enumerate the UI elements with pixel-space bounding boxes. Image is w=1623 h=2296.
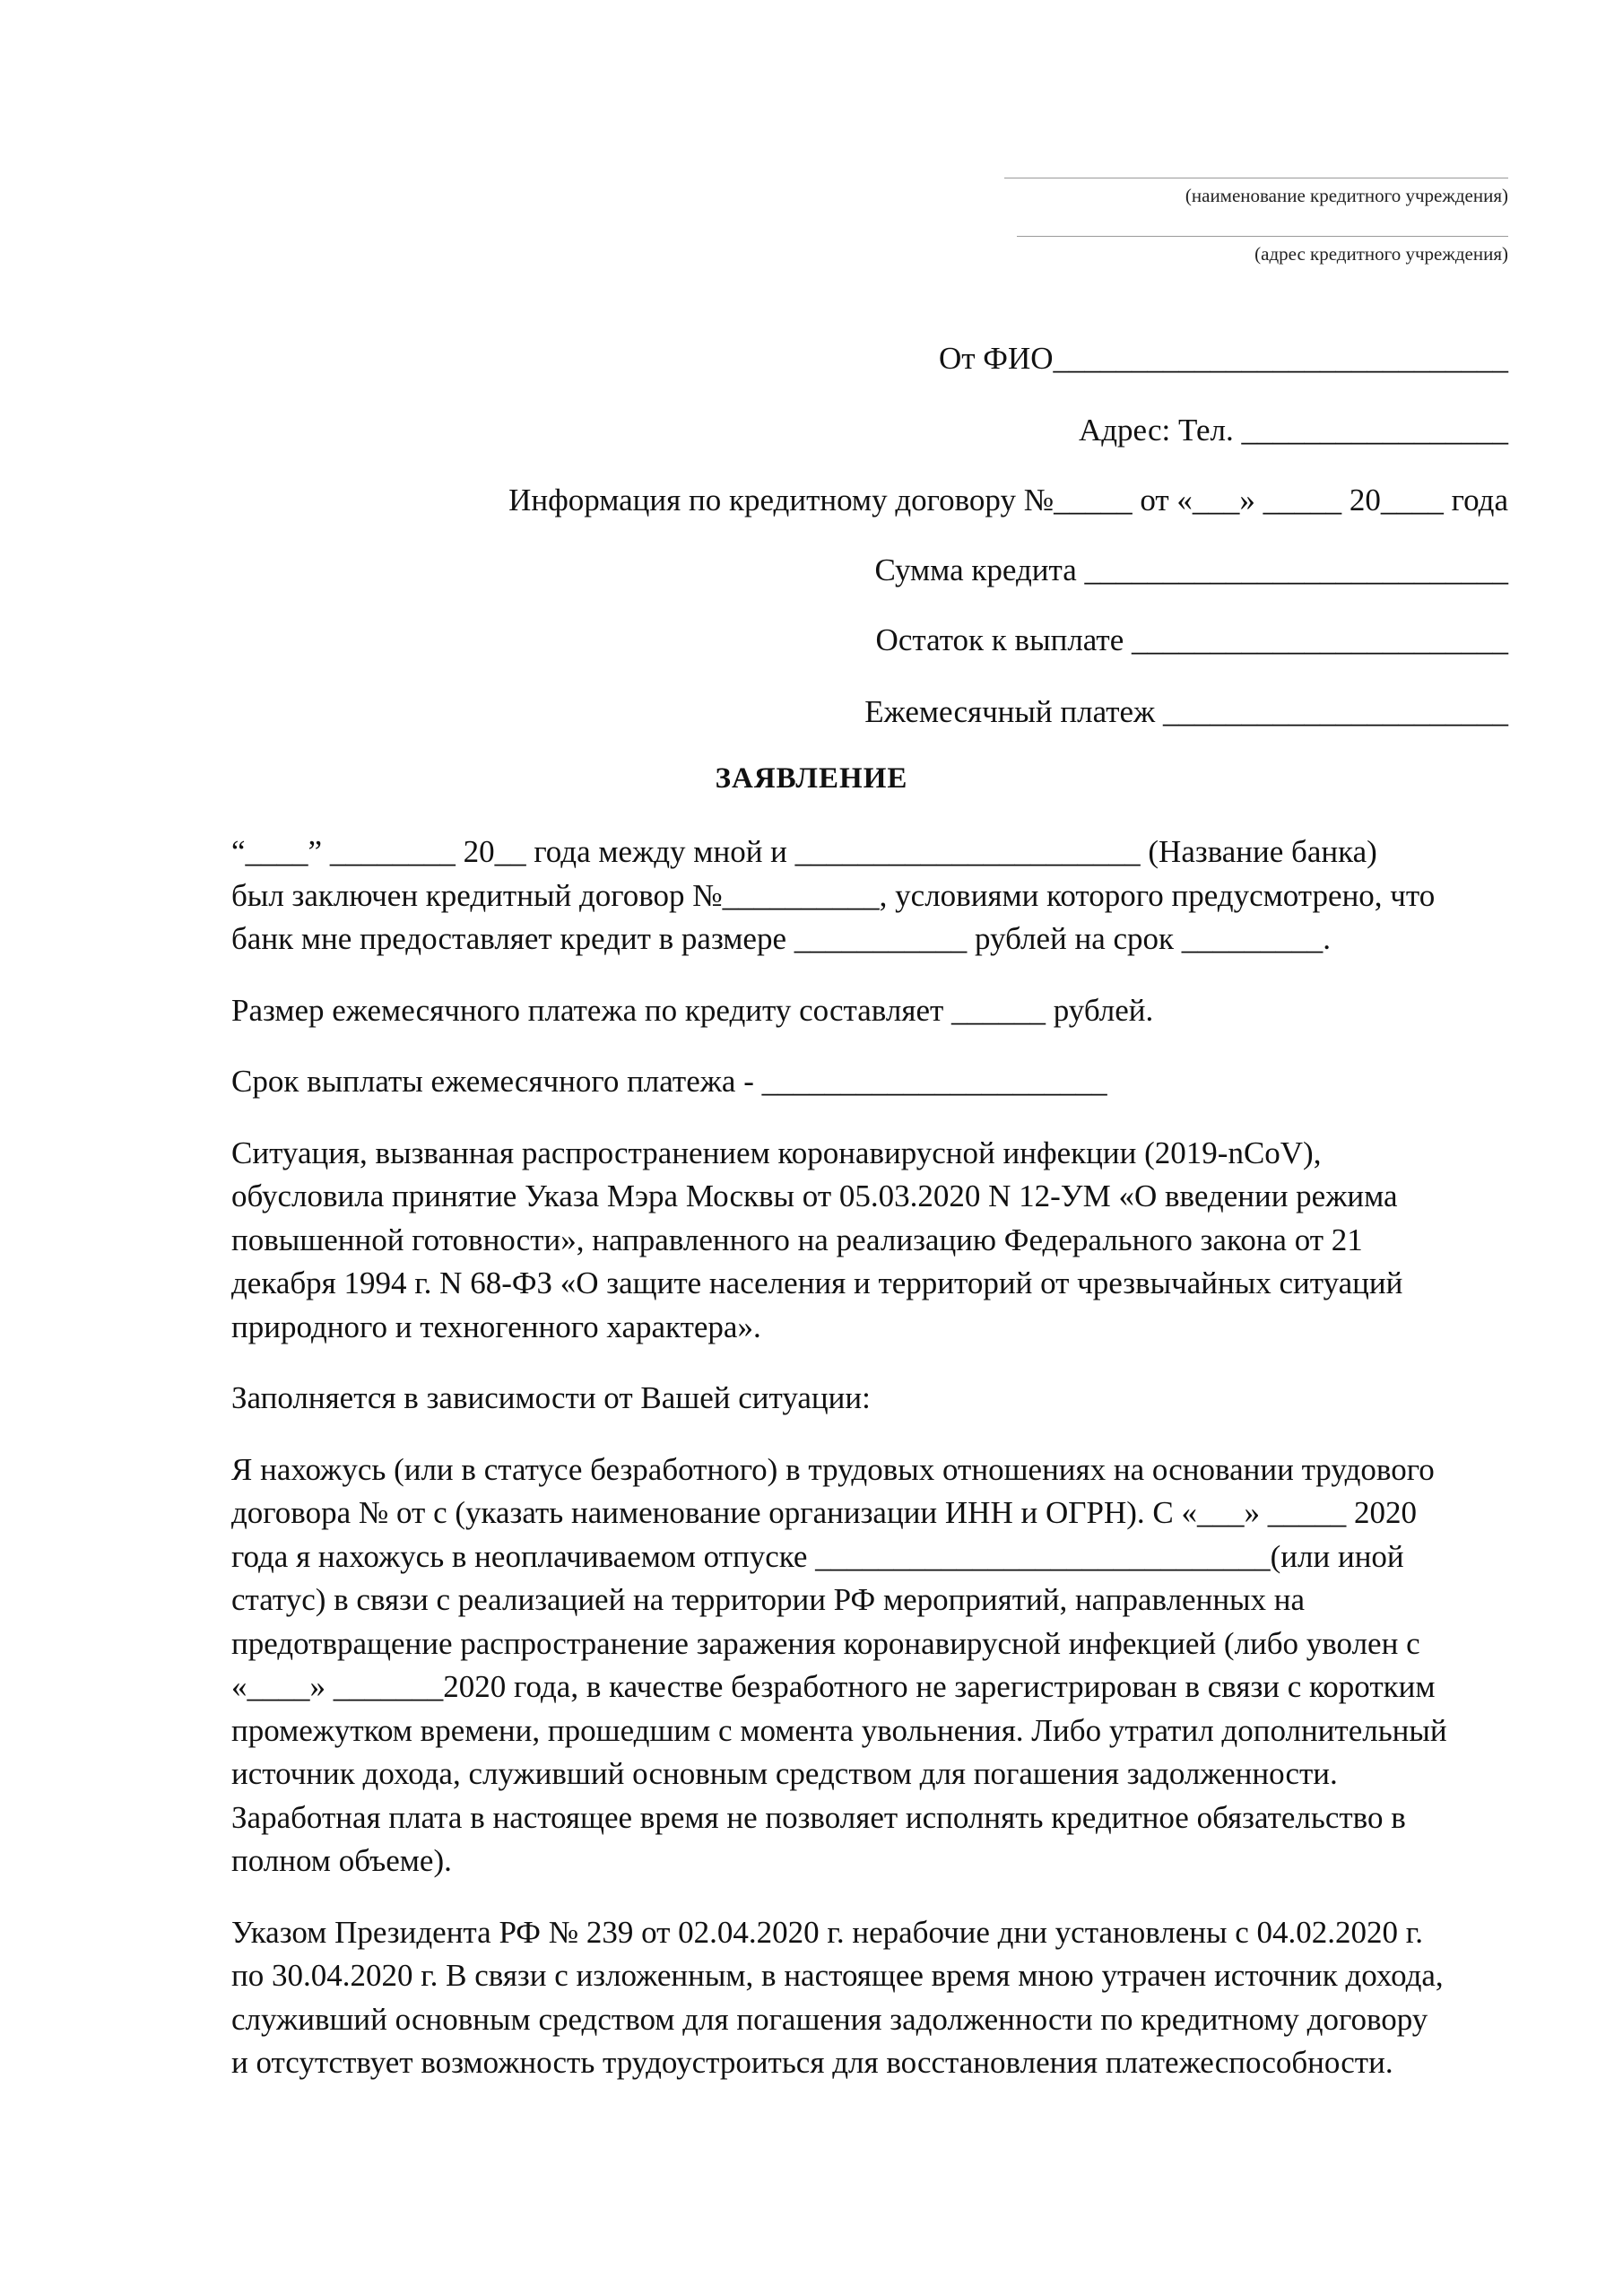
text-line: промежутком времени, прошедшим с момента увольнения. Либо утратил дополнительный [231,1712,1447,1748]
text-line: статус) в связи с реализацией на территории РФ мероприятий, направленных на [231,1582,1306,1617]
bank-address-line [1017,236,1508,237]
from-fio-field: От ФИО_____________________________ [938,341,1508,376]
text-line: полном объеме). [231,1843,452,1878]
text-line: природного и техногенного характера». [231,1309,761,1344]
document-title: ЗАЯВЛЕНИЕ [715,762,908,795]
text-line: Размер ежемесячного платежа по кредиту составляет ______ рублей. [231,992,1154,1028]
text-line: Ситуация, вызванная распространением коронавирусной инфекции (2019-nCoV), [231,1135,1322,1170]
text-line: повышенной готовности», направленного на реализацию Федерального закона от 21 [231,1222,1363,1257]
paragraph-situation [231,1132,1514,1350]
address-phone-field: Адрес: Тел. _________________ [1078,413,1508,448]
text-line: декабря 1994 г. N 68-ФЗ «О защите населения и территорий от чрезвычайных ситуаций [231,1265,1403,1300]
monthly-payment-field: Ежемесячный платеж ______________________ [864,694,1508,729]
text-line: Срок выплаты ежемесячного платежа - ______________________ [231,1064,1107,1099]
text-line: был заключен кредитный договор №__________, условиями которого предусмотрено, что [231,877,1436,913]
text-line: по 30.04.2020 г. В связи с изложенным, в настоящее время мною утрачен источник дохода, [231,1958,1444,1993]
paragraph-monthly-payment [231,989,1514,1033]
text-line: обусловила принятие Указа Мэра Москвы от 05.03.2020 N 12-УМ «О введении режима [231,1178,1398,1213]
paragraph-decree [231,1911,1514,2085]
loan-amount-field: Сумма кредита ___________________________ [874,552,1508,587]
text-line: служивший основным средством для погашения задолженности по кредитному договору [231,2001,1428,2037]
text-line: Указом Президента РФ № 239 от 02.04.2020 г. нерабочие дни установлены с 04.02.2020 г. [231,1914,1423,1950]
remaining-field: Остаток к выплате ________________________ [875,622,1508,657]
paragraph-fill-note [231,1377,1514,1421]
text-line: договора № от с (указать наименование организации ИНН и ОГРН). С «___» _____ 2020 [231,1495,1417,1530]
text-line: банк мне предоставляет кредит в размере ___________ рублей на срок _________. [231,921,1332,956]
text-line: Я нахожусь (или в статусе безработного) в трудовых отношениях на основании трудового [231,1451,1435,1487]
text-line: “____” ________ 20__ года между мной и ______________________ (Название банка) [231,834,1377,869]
text-line: года я нахожусь в неоплачиваемом отпуске _____________________________(или иной [231,1538,1404,1574]
document-body [231,831,1514,2113]
text-line: Заработная плата в настоящее время не позволяет исполнять кредитное обязательство в [231,1799,1406,1835]
bank-name-caption: (наименование кредитного учреждения) [1185,185,1508,206]
text-line: Заполняется в зависимости от Вашей ситуации: [231,1380,871,1415]
text-line: и отсутствует возможность трудоустроиться для восстановления платежеспособности. [231,2045,1393,2080]
text-line: источник дохода, служивший основным средством для погашения задолженности. [231,1756,1338,1791]
paragraph-employment [231,1448,1514,1883]
bank-address-caption: (адрес кредитного учреждения) [1254,243,1508,265]
text-line: «____» _______2020 года, в качестве безработного не зарегистрирован в связи с коротким [231,1669,1436,1704]
text-line: предотвращение распространение заражения коронавирусной инфекцией (либо уволен с [231,1625,1420,1661]
contract-info-field: Информация по кредитному договору №_____ от «___» _____ 20____ года [508,483,1508,517]
paragraph-payment-term [231,1060,1514,1104]
paragraph-contract [231,831,1514,961]
